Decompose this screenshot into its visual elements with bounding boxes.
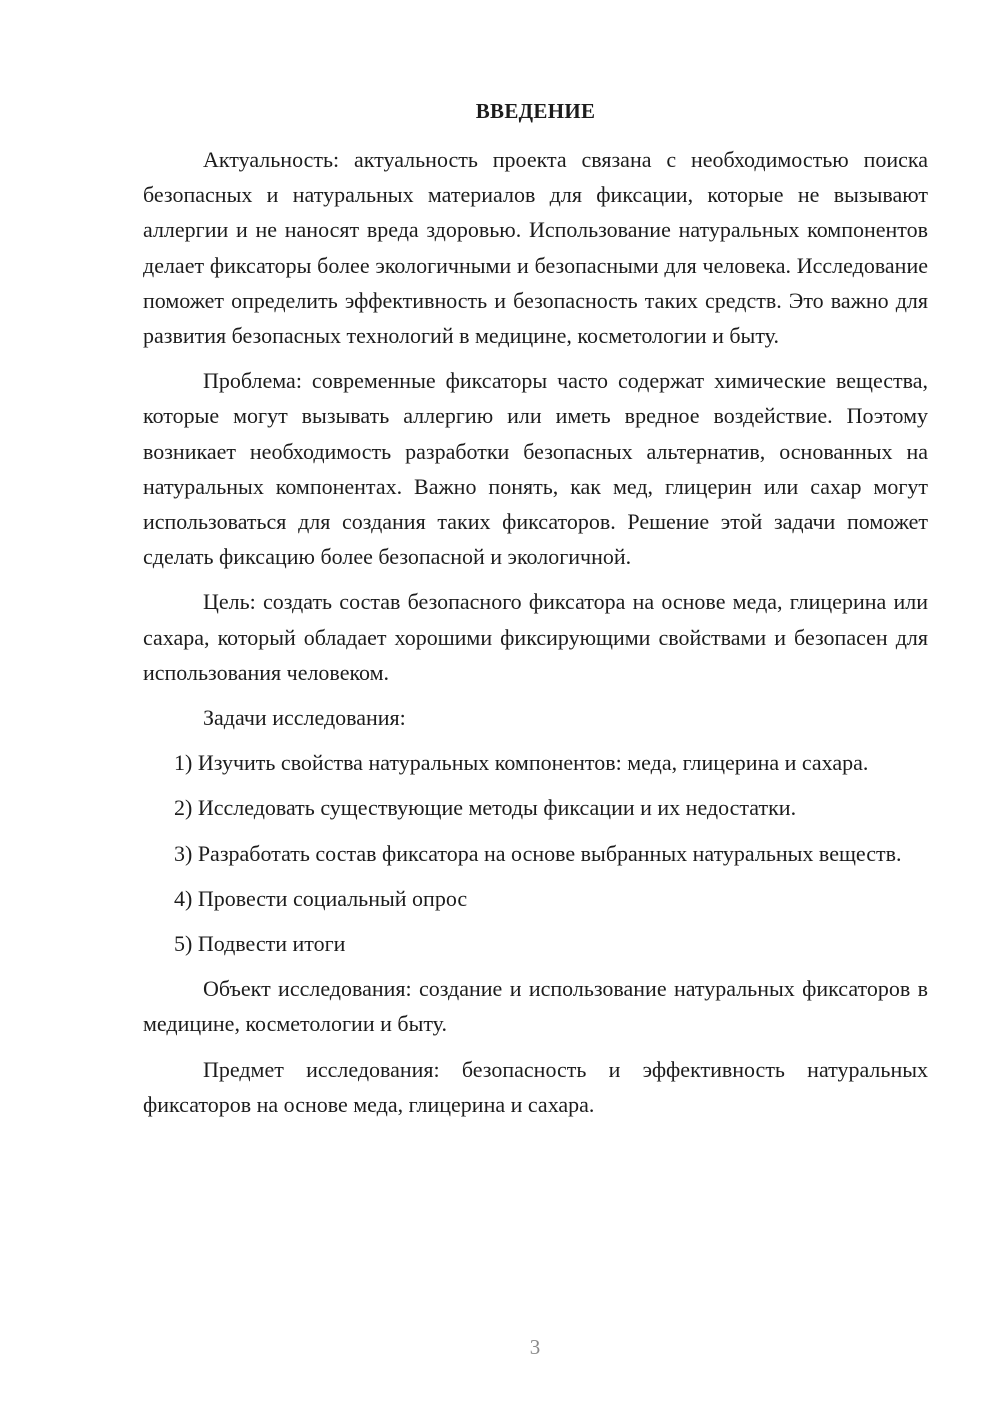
problem-paragraph: Проблема: современные фиксаторы часто содержат химические вещества, которые могут вызывать аллергию или иметь вредное воздействие. Поэтому возникает необходимость разработки безопасных альтернатив, основанных на натуральных компонентах. Важно понять, как мед, глицерин или сахар могут использоваться для создания таких фиксаторов. Решение этой задачи поможет сделать фиксацию более безопасной и экологичной. <box>143 368 928 570</box>
tasks-heading: Задачи исследования: <box>203 705 406 731</box>
task-item-1: 1) Изучить свойства натуральных компонентов: меда, глицерина и сахара. <box>174 750 869 776</box>
page-number: 3 <box>529 1335 541 1359</box>
research-object-paragraph: Объект исследования: создание и использование натуральных фиксаторов в медицине, косметологии и быту. <box>143 976 928 1037</box>
task-item-5: 5) Подвести итоги <box>174 931 346 957</box>
section-heading: ВВЕДЕНИЕ <box>475 99 596 123</box>
document-body <box>143 142 928 1132</box>
research-subject-paragraph: Предмет исследования: безопасность и эффективность натуральных фиксаторов на основе меда, глицерина и сахара. <box>143 1056 928 1117</box>
relevance-paragraph: Актуальность: актуальность проекта связана с необходимостью поиска безопасных и натуральных материалов для фиксации, которые не вызывают аллергии и не наносят вреда здоровью. Использование натуральных компонентов делает фиксаторы более экологичными и безопасными для человека. Исследование поможет определить эффективность и безопасность таких средств. Это важно для развития безопасных технологий в медицине, косметологии и быту. <box>143 147 928 349</box>
goal-paragraph: Цель: создать состав безопасного фиксатора на основе меда, глицерина или сахара, который обладает хорошими фиксирующими свойствами и безопасен для использования человеком. <box>143 589 928 685</box>
task-item-2: 2) Исследовать существующие методы фиксации и их недостатки. <box>174 795 797 821</box>
task-item-3: 3) Разработать состав фиксатора на основе выбранных натуральных веществ. <box>174 840 902 866</box>
task-item-4: 4) Провести социальный опрос <box>174 885 468 911</box>
